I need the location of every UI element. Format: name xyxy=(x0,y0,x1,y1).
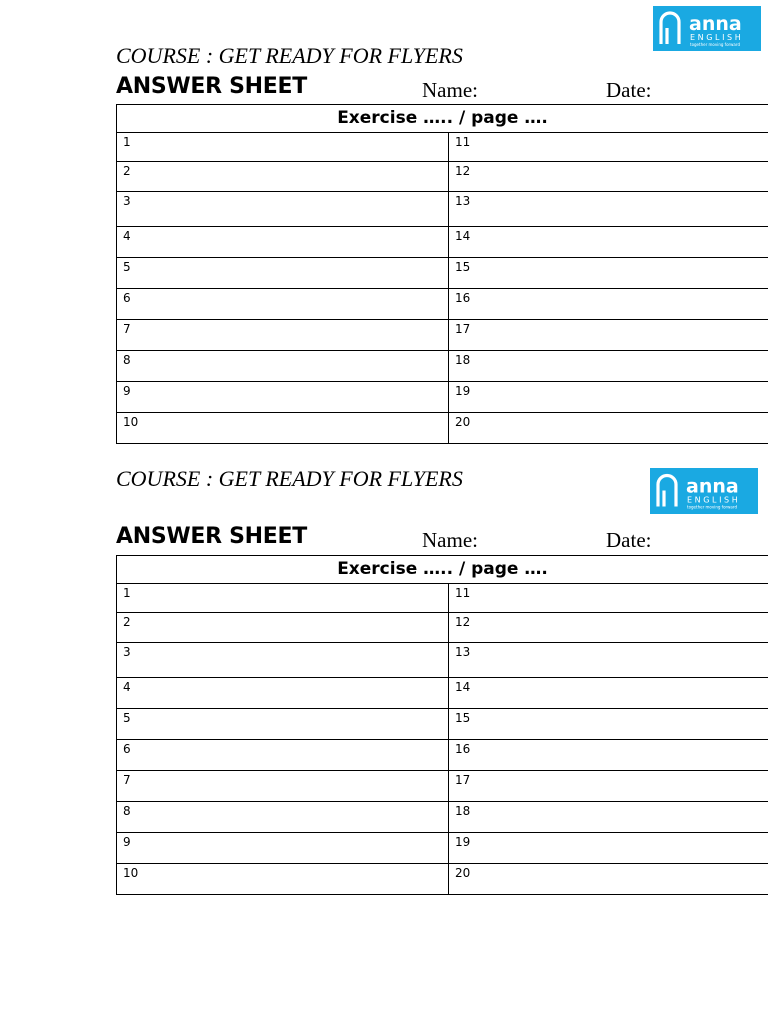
answer-number: 19 xyxy=(455,835,471,849)
answer-cell[interactable] xyxy=(449,678,768,709)
answer-table xyxy=(116,104,768,444)
answer-number: 2 xyxy=(123,615,131,629)
exercise-header: Exercise ….. / page …. xyxy=(117,556,768,584)
answer-number: 17 xyxy=(455,322,471,336)
answer-cell[interactable] xyxy=(117,162,449,192)
answer-cell[interactable] xyxy=(117,133,449,162)
answer-cell[interactable] xyxy=(449,162,768,192)
anna-english-logo-graphic xyxy=(650,468,758,514)
course-title: COURSE : GET READY FOR FLYERS xyxy=(116,43,463,68)
answer-number: 18 xyxy=(455,804,471,818)
answer-cell[interactable] xyxy=(117,320,449,351)
answer-number: 14 xyxy=(455,229,471,243)
answer-number: 10 xyxy=(123,415,139,429)
answer-number: 6 xyxy=(123,291,131,305)
answer-number: 13 xyxy=(455,645,471,659)
answer-number: 6 xyxy=(123,742,131,756)
anna-english-logo xyxy=(653,6,761,51)
answer-cell[interactable] xyxy=(117,771,449,802)
answer-cell[interactable] xyxy=(449,613,768,643)
date-label: Date: xyxy=(606,78,652,102)
answer-cell[interactable] xyxy=(449,258,768,289)
answer-number: 16 xyxy=(455,742,471,756)
answer-number: 3 xyxy=(123,645,131,659)
answer-number: 13 xyxy=(455,194,471,208)
answer-number: 9 xyxy=(123,835,131,849)
answer-number: 11 xyxy=(455,135,471,149)
logo-tagline: together moving forward xyxy=(687,504,737,510)
answer-number: 9 xyxy=(123,384,131,398)
answer-cell[interactable] xyxy=(117,613,449,643)
answer-cell[interactable] xyxy=(449,740,768,771)
answer-cell[interactable] xyxy=(449,802,768,833)
answer-number: 19 xyxy=(455,384,471,398)
answer-number: 12 xyxy=(455,615,471,629)
answer-number: 7 xyxy=(123,773,131,787)
logo-word: anna xyxy=(686,475,739,498)
answer-number: 11 xyxy=(455,586,471,600)
answer-cell[interactable] xyxy=(449,709,768,740)
answer-cell[interactable] xyxy=(117,227,449,258)
answer-cell[interactable] xyxy=(117,864,449,895)
answer-number: 10 xyxy=(123,866,139,880)
answer-number: 18 xyxy=(455,353,471,367)
answer-cell[interactable] xyxy=(449,833,768,864)
answer-cell[interactable] xyxy=(449,584,768,613)
answer-cell[interactable] xyxy=(117,833,449,864)
answer-cell[interactable] xyxy=(449,192,768,227)
answer-sheet-title: ANSWER SHEET xyxy=(116,524,307,549)
logo-sub: ENGLISH xyxy=(690,33,744,42)
anna-english-logo xyxy=(650,468,758,514)
answer-number: 17 xyxy=(455,773,471,787)
logo-tagline: together moving forward xyxy=(690,42,740,47)
course-title: COURSE : GET READY FOR FLYERS xyxy=(116,466,463,491)
date-label: Date: xyxy=(606,528,652,552)
answer-number: 5 xyxy=(123,260,131,274)
name-label: Name: xyxy=(422,528,478,552)
name-label: Name: xyxy=(422,78,478,102)
answer-cell[interactable] xyxy=(117,351,449,382)
answer-number: 4 xyxy=(123,680,131,694)
answer-cell[interactable] xyxy=(117,643,449,678)
answer-cell[interactable] xyxy=(117,709,449,740)
answer-number: 1 xyxy=(123,135,131,149)
answer-number: 4 xyxy=(123,229,131,243)
answer-table xyxy=(116,555,768,895)
answer-cell[interactable] xyxy=(117,802,449,833)
answer-cell[interactable] xyxy=(117,678,449,709)
answer-cell[interactable] xyxy=(449,320,768,351)
answer-number: 1 xyxy=(123,586,131,600)
answer-number: 20 xyxy=(455,866,471,880)
answer-number: 3 xyxy=(123,194,131,208)
answer-cell[interactable] xyxy=(117,258,449,289)
answer-cell[interactable] xyxy=(117,289,449,320)
answer-sheet-title: ANSWER SHEET xyxy=(116,74,307,99)
answer-number: 20 xyxy=(455,415,471,429)
answer-number: 2 xyxy=(123,164,131,178)
answer-number: 12 xyxy=(455,164,471,178)
answer-cell[interactable] xyxy=(117,382,449,413)
answer-number: 15 xyxy=(455,260,471,274)
exercise-header: Exercise ….. / page …. xyxy=(117,105,768,133)
answer-cell[interactable] xyxy=(449,133,768,162)
answer-cell[interactable] xyxy=(449,643,768,678)
answer-number: 7 xyxy=(123,322,131,336)
answer-cell[interactable] xyxy=(117,413,449,444)
answer-cell[interactable] xyxy=(449,771,768,802)
answer-number: 8 xyxy=(123,804,131,818)
answer-cell[interactable] xyxy=(449,864,768,895)
answer-cell[interactable] xyxy=(449,351,768,382)
logo-word: anna xyxy=(689,13,742,35)
answer-cell[interactable] xyxy=(117,192,449,227)
answer-cell[interactable] xyxy=(449,382,768,413)
answer-cell[interactable] xyxy=(117,584,449,613)
answer-number: 16 xyxy=(455,291,471,305)
answer-number: 14 xyxy=(455,680,471,694)
answer-cell[interactable] xyxy=(117,740,449,771)
anna-english-logo-graphic xyxy=(653,6,761,51)
answer-number: 5 xyxy=(123,711,131,725)
answer-cell[interactable] xyxy=(449,289,768,320)
logo-sub: ENGLISH xyxy=(687,495,741,505)
answer-number: 8 xyxy=(123,353,131,367)
answer-cell[interactable] xyxy=(449,227,768,258)
answer-number: 15 xyxy=(455,711,471,725)
answer-cell[interactable] xyxy=(449,413,768,444)
